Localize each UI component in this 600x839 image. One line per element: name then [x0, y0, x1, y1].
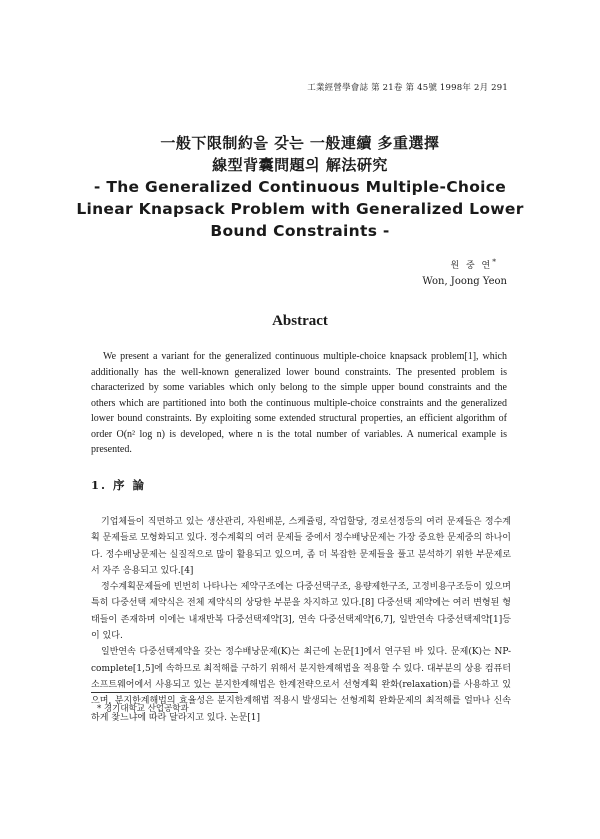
- author-footnote-mark: *: [492, 257, 498, 266]
- paper-title: [0, 132, 600, 242]
- section-paragraph-3: 일반연속 다중선택제약을 갖는 정수배낭문제(K)는 최근에 논문[1]에서 연구된 바 있다. 문제(K)는 NP-complete[1,5]에 속하므로 최적해를 구하기 위해서 분지한계해법을 적용할 수 있다. 대부분의 상용 컴퓨터 소프트웨어에서 사용되고 있는 분지한계해법은 한계전략으로서 선형계획 완화(relaxation)를 사용하고 있으며, 분지한계해법의 효율성은 분지한계해법 적용시 발생되는 선형계획 완화문제의 최적해를 얼마나 신속하게 찾느냐에 따라 달라지고 있다. 논문[1]: [91, 647, 511, 723]
- footnote-divider: [91, 692, 238, 693]
- title-english-line-2: Linear Knapsack Problem with Generalized Lower: [76, 200, 524, 218]
- title-english-line-1: - The Generalized Continuous Multiple-Choice: [93, 178, 507, 196]
- section-heading-introduction: 1. 序 論: [91, 478, 147, 492]
- title-korean-line-2: 線型背囊問題의 解法硏究: [212, 156, 388, 174]
- title-korean-line-1: 一般下限制約을 갖는 一般連續 多重選擇: [160, 134, 440, 152]
- author-korean: [450, 257, 498, 271]
- section-paragraph-1: 기업체들이 직면하고 있는 생산관리, 자원배분, 스케쥴링, 작업할당, 경로선정등의 여러 문제들은 정수계획 문제들로 모형화되고 있다. 정수계획의 여러 문제들 중에서 정수배낭문제는 가장 중요한 문제중의 하나이다. 정수배낭문제는 실질적으로 많이 활용되고 있으며, 좀 더 복잡한 문제들을 풀고 분석하기 위한 부문제로서 자주 응용되고 있다.[4]: [91, 517, 511, 576]
- author-korean-name: 원 중 연: [450, 261, 493, 271]
- section-body: [91, 514, 511, 726]
- footnote-affiliation: * 경기대학교 산업공학과: [97, 704, 189, 714]
- journal-header: 工業經營學會誌 第 21卷 第 45號 1998年 2月 291: [307, 83, 508, 93]
- abstract-body: [91, 349, 507, 458]
- abstract-heading: Abstract: [272, 313, 328, 329]
- author-english: Won, Joong Yeon: [422, 276, 507, 287]
- abstract-text: We present a variant for the generalized continuous multiple-choice knapsack problem[1], which additionally has the well-known generalized lower bound constraints. The presented problem is characterized by some variables which only belong to the simple upper bound constraints and the others which are partitioned into both the continuous multiple-choice constraints and the generalized lower bound constraints. By exploiting some extended structural properties, an efficient algorithm of order O(n² log n) is developed, where n is the total number of variables. A numerical example is presented.: [91, 351, 507, 455]
- title-english-line-3: Bound Constraints -: [210, 222, 390, 240]
- section-paragraph-2: 정수계획문제들에 빈번히 나타나는 제약구조에는 다중선택구조, 용량제한구조, 고정비용구조등이 있으며 특히 다중선택 제약식은 전체 제약식의 상당한 부분을 차지하고 있다.[8] 다중선택 제약에는 여러 변형된 형태들이 존재하며 이에는 내재반복 다중선택제약[3], 연속 다중선택제약[6,7], 일반연속 다중선택제약[1]등이 있다.: [91, 582, 511, 642]
